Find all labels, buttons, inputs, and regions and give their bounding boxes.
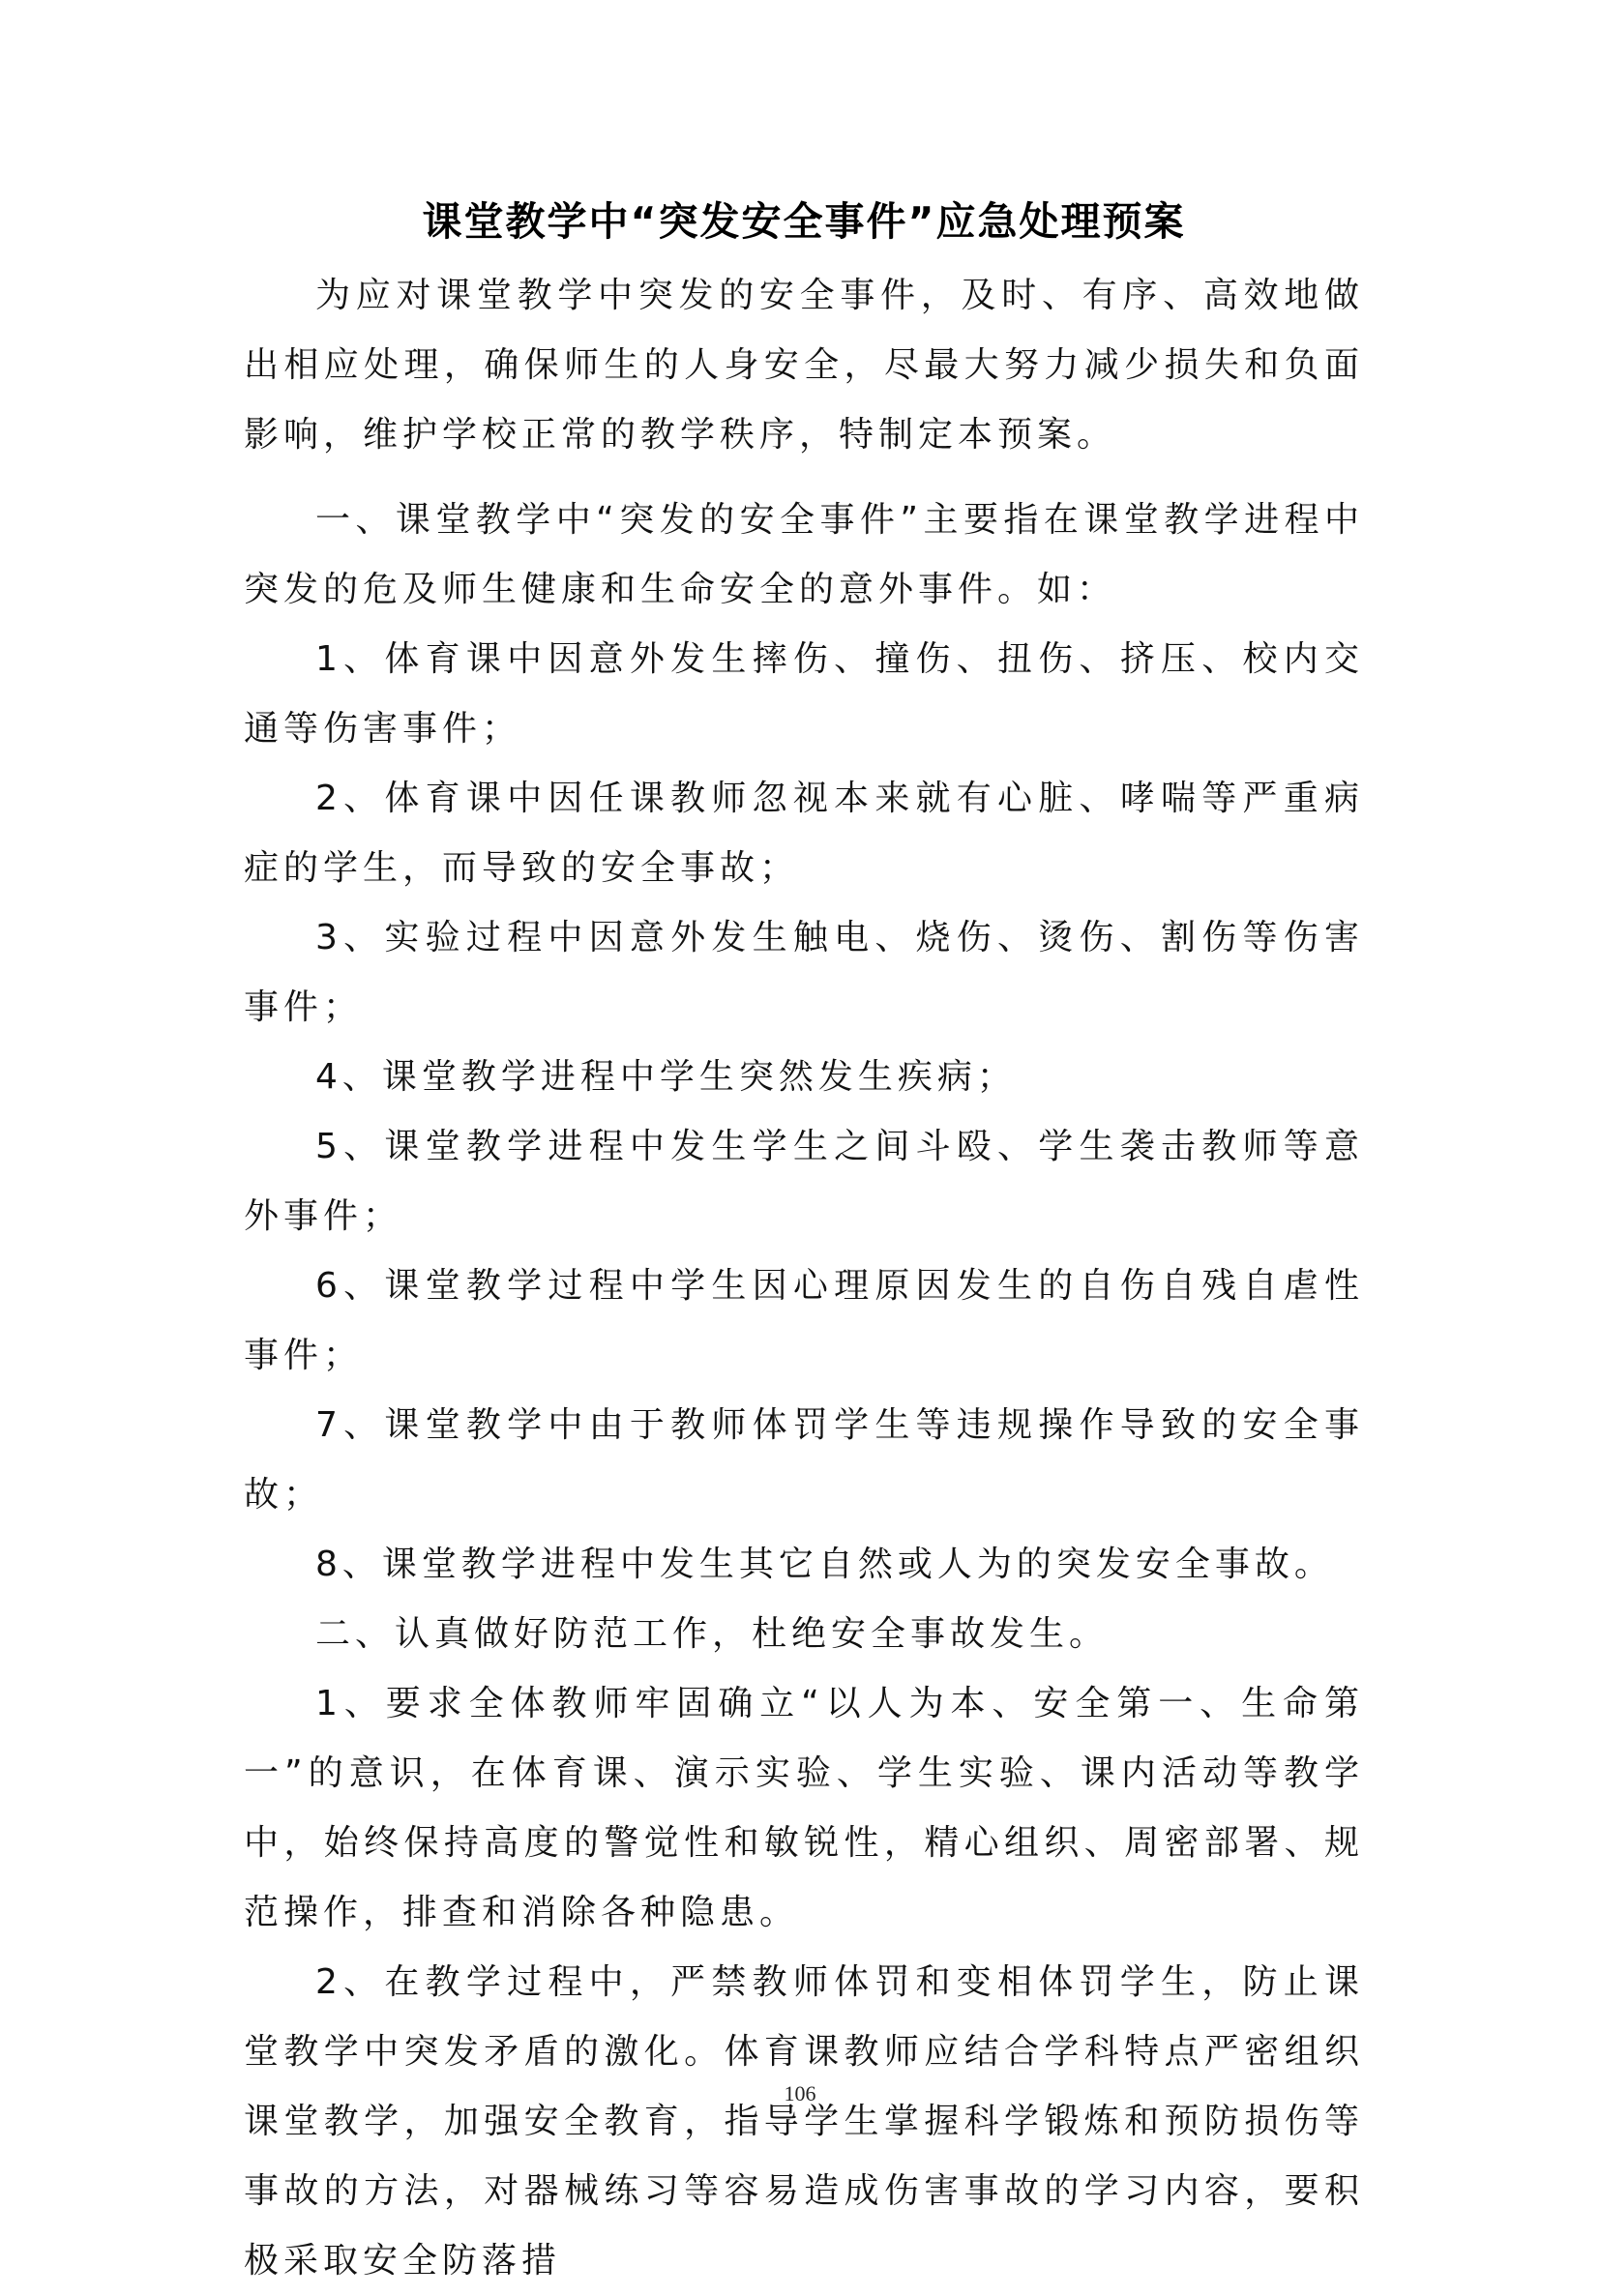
intro-paragraph: 为应对课堂教学中突发的安全事件，及时、有序、高效地做出相应处理，确保师生的人身安全，尽最大努力减少损失和负面影响，维护学校正常的教学秩序，特制定本预案。 bbox=[244, 276, 1364, 455]
document-title: 课堂教学中“突发安全事件”应急处理预案 bbox=[422, 198, 1186, 245]
document-body bbox=[244, 190, 1364, 2296]
list-item: 8、课堂教学进程中发生其它自然或人为的突发安全事故。 bbox=[315, 1545, 1334, 1584]
list-item: 3、实验过程中因意外发生触电、烧伤、烫伤、割伤等伤害事件； bbox=[244, 918, 1364, 1027]
list-item: 2、体育课中因任课教师忽视本来就有心脏、哮喘等严重病症的学生，而导致的安全事故； bbox=[244, 779, 1364, 888]
page-number: 106 bbox=[784, 2081, 816, 2105]
list-item: 4、课堂教学进程中学生突然发生疾病； bbox=[315, 1057, 1017, 1097]
list-item: 2、在教学过程中，严禁教师体罚和变相体罚学生，防止课堂教学中突发矛盾的激化。体育课教师应结合学科特点严密组织课堂教学，加强安全教育，指导学生掌握科学锻炼和预防损伤等事故的方法，对器械练习等容易造成伤害事故的学习内容，要积极采取安全防落措 bbox=[244, 1962, 1364, 2281]
section-2-heading: 二、认真做好防范工作，杜绝安全事故发生。 bbox=[315, 1614, 1110, 1654]
section-1-heading: 一、课堂教学中“突发的安全事件”主要指在课堂教学进程中突发的危及师生健康和生命安全的意外事件。如： bbox=[244, 500, 1364, 609]
list-item: 6、课堂教学过程中学生因心理原因发生的自伤自残自虐性事件； bbox=[244, 1266, 1364, 1375]
list-item: 1、要求全体教师牢固确立“以人为本、安全第一、生命第一”的意识，在体育课、演示实验、学生实验、课内活动等教学中，始终保持高度的警觉性和敏锐性，精心组织、周密部署、规范操作，排查和消除各种隐患。 bbox=[244, 1684, 1364, 1932]
list-item: 5、课堂教学进程中发生学生之间斗殴、学生袭击教师等意外事件； bbox=[244, 1127, 1364, 1236]
list-item: 7、课堂教学中由于教师体罚学生等违规操作导致的安全事故； bbox=[244, 1405, 1364, 1515]
list-item: 1、体育课中因意外发生摔伤、撞伤、扭伤、挤压、校内交通等伤害事件； bbox=[244, 639, 1364, 749]
